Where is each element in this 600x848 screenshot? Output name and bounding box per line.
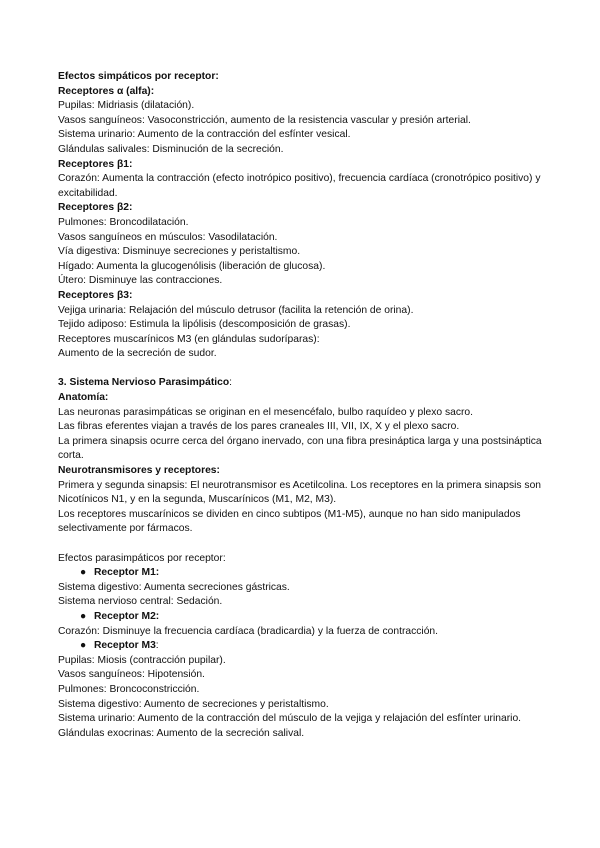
beta1-effect-line: Corazón: Aumenta la contracción (efecto inotrópico positivo), frecuencia cardíaca (cronotrópico positivo) y excitabilidad.: [58, 173, 541, 199]
beta2-effect-line: Hígado: Aumenta la glucogenólisis (liberación de glucosa).: [58, 260, 326, 272]
neurotransmitters-line: Los receptores muscarínicos se dividen en cinco subtipos (M1-M5), aunque no han sido manipulados selectivamente por fármacos.: [58, 508, 521, 535]
m3-effect-line: Pupilas: Miosis (contracción pupilar).: [58, 654, 226, 666]
parasympathetic-section-title: 3. Sistema Nervioso Parasimpático: [58, 377, 230, 389]
alpha-receptors-title: Receptores α (alfa):: [58, 85, 155, 97]
m2-receptor-title: Receptor M2:: [94, 610, 160, 622]
parasympathetic-effects-heading: Efectos parasimpáticos por receptor:: [58, 552, 226, 564]
beta2-effect-line: Vasos sanguíneos en músculos: Vasodilatación.: [58, 231, 278, 243]
m3-effect-line: Vasos sanguíneos: Hipotensión.: [58, 669, 205, 681]
bullet-icon: ●: [80, 640, 87, 652]
m2-effect-line: Corazón: Disminuye la frecuencia cardíaca (bradicardia) y la fuerza de contracción.: [58, 625, 439, 637]
alpha-effect-line: Vasos sanguíneos: Vasoconstricción, aumento de la resistencia vascular y presión arterial.: [58, 114, 471, 126]
beta3-effect-line: Vejiga urinaria: Relajación del músculo detrusor (facilita la retención de orina).: [58, 304, 414, 316]
alpha-effect-line: Sistema urinario: Aumento de la contracción del esfínter vesical.: [58, 129, 351, 141]
anatomy-line: La primera sinapsis ocurre cerca del órgano inervado, con una fibra presináptica larga y una postsináptica corta.: [58, 435, 542, 462]
anatomy-line: Las neuronas parasimpáticas se originan en el mesencéfalo, bulbo raquídeo y plexo sacro.: [58, 406, 473, 418]
m1-receptor-bullet: [58, 566, 558, 581]
anatomy-title: Anatomía:: [58, 392, 109, 404]
m3-effect-line: Pulmones: Broncoconstricción.: [58, 683, 200, 695]
m3-effect-line: Glándulas exocrinas: Aumento de la secreción salival.: [58, 727, 305, 739]
m3-receptor-title-colon: :: [155, 640, 159, 652]
beta3-effect-line: Aumento de la secreción de sudor.: [58, 348, 217, 360]
alpha-effect-line: Glándulas salivales: Disminución de la secreción.: [58, 143, 284, 155]
beta2-effect-line: Pulmones: Broncodilatación.: [58, 216, 189, 228]
section-spacer: [58, 362, 558, 377]
alpha-effect-line: Pupilas: Midriasis (dilatación).: [58, 100, 195, 112]
m3-effect-line: Sistema digestivo: Aumento de secreciones y peristaltismo.: [58, 698, 329, 710]
parasympathetic-section-heading: [58, 376, 558, 391]
beta3-effect-line: Receptores muscarínicos M3 (en glándulas sudoríparas):: [58, 333, 320, 345]
section-spacer: [58, 537, 558, 552]
m3-effect-line: Sistema urinario: Aumento de la contracción del músculo de la vejiga y relajación del esfínter urinario.: [58, 713, 522, 725]
m1-receptor-title: Receptor M1:: [94, 567, 160, 579]
m1-effect-line: Sistema nervioso central: Sedación.: [58, 596, 223, 608]
m2-receptor-bullet: [58, 610, 558, 625]
beta2-effect-line: Vía digestiva: Disminuye secreciones y peristaltismo.: [58, 246, 301, 258]
parasympathetic-section-colon: :: [229, 377, 232, 389]
m3-receptor-bullet: [58, 639, 558, 654]
m3-receptor-title: Receptor M3: [94, 640, 156, 652]
document-page: [58, 70, 558, 741]
beta3-effect-line: Tejido adiposo: Estimula la lipólisis (descomposición de grasas).: [58, 319, 351, 331]
neurotransmitters-line: Primera y segunda sinapsis: El neurotransmisor es Acetilcolina. Los receptores en la primera sinapsis son Nicotínicos N1, y en la segunda, Muscarínicos (M1, M2, M3).: [58, 479, 542, 506]
beta2-receptors-title: Receptores β2:: [58, 202, 133, 214]
bullet-icon: ●: [80, 610, 87, 622]
beta1-receptors-title: Receptores β1:: [58, 158, 133, 170]
bullet-icon: ●: [80, 567, 87, 579]
sympathetic-effects-heading: Efectos simpáticos por receptor:: [58, 71, 219, 82]
neurotransmitters-title: Neurotransmisores y receptores:: [58, 465, 220, 477]
beta2-effect-line: Útero: Disminuye las contracciones.: [58, 275, 223, 287]
m1-effect-line: Sistema digestivo: Aumenta secreciones gástricas.: [58, 581, 290, 593]
anatomy-line: Las fibras eferentes viajan a través de los pares craneales III, VII, IX, X y el plexo sacro.: [58, 421, 460, 433]
beta3-receptors-title: Receptores β3:: [58, 289, 133, 301]
